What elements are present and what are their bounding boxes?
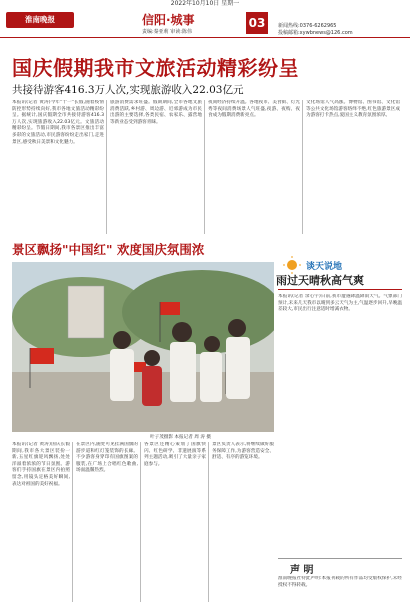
article-2-column-1: 本报讯(记者 黄涛)国庆长假期间,我市各大景区装扮一新,五星红旗迎风飘扬,处处洋溢着浓浓的节日氛围。游客们手持国旗在景区内拍照留念,用镜头定格美好瞬间,表达对祖国的美好祝福。 [12, 442, 70, 487]
newspaper-logo: 淮南晚报 [6, 12, 74, 28]
news-hotline: 新闻热线:0376-6262965 [278, 23, 337, 29]
section-title: 信阳·城事 [142, 13, 195, 27]
column-divider [106, 100, 107, 234]
weather-body: 本报讯(记者 余心宇)日前,我市遭遇降温降雨天气。气象部门预计,未来几天我市以晴到多云天气为主,气温逐步回升,早晚温差较大,市民出行注意适时增减衣物。 [278, 294, 402, 313]
column-divider [302, 100, 303, 234]
weather-column-label: 谈天说地 [306, 262, 343, 272]
page-number: 03 [246, 12, 268, 34]
photo-caption: 叶子茂摄影 本报记者 周 涛 摄 [150, 435, 211, 440]
masthead [0, 8, 410, 38]
photo-people-with-flags [12, 262, 274, 432]
statement-body: 淮南晚报社特此声明:本报刊载的所有作品均受版权保护,未经授权不得转载。 [278, 576, 402, 588]
issue-date: 2022年10月10日 星期一 [170, 0, 240, 7]
article-1-column-4: 文化场馆人气高涨。博物馆、图书馆、文化馆等公共文化场馆游客络绎不绝,红色旅游景区成为游客打卡热点,爱国主义教育氛围浓厚。 [306, 100, 400, 119]
article-1-subheadline: 共接待游客416.3万人次,实现旅游收入22.03亿元 [12, 84, 244, 96]
article-2-column-3: 各景区还精心策划了国旗快闪、红色研学、非遗展演等系列主题活动,吸引了大量亲子家庭参与。 [144, 442, 206, 467]
submission-email: 投稿邮箱:xywbnews@126.com [278, 30, 353, 36]
weather-divider [278, 289, 402, 290]
article-1-column-3: 夜间经济持续升温。各地夜市、美食街、灯光秀等夜间消费场景人气旺盛,夜游、夜购、夜食成为假期消费新亮点。 [208, 100, 300, 119]
article-1-column-2: 旅游消费需求旺盛。假期期间,全市各地文旅消费活跃,乡村游、周边游、近郊游成为市民出游的主要选择,各类民宿、农家乐、露营地等新业态受到游客青睐。 [110, 100, 202, 125]
column-divider [72, 442, 73, 602]
news-photo [12, 262, 274, 432]
column-divider [208, 442, 209, 602]
article-2-column-2: 在景区内,随处可见挂满国旗的游步道和红灯笼装饰的长廊。不少游客身穿印有国旗图案的服装,在广场上合唱红色歌曲,场面温馨热烈。 [76, 442, 138, 474]
column-divider [140, 442, 141, 602]
weather-headline: 雨过天晴秋高气爽 [276, 274, 364, 287]
column-divider [204, 100, 205, 234]
article-2-column-4: 景区负责人表示,将继续做好服务保障工作,为游客营造安全、舒适、有序的游览环境。 [212, 442, 274, 461]
editor-credits: 责编:秦亚莉 审读:陈伟 [142, 29, 192, 35]
statement-title: 声 明 [290, 565, 314, 576]
article-2-headline: 景区飘扬"中国红" 欢度国庆氛围浓 [12, 242, 205, 257]
article-1-headline: 国庆假期我市文旅活动精彩纷呈 [12, 56, 299, 80]
contact-info [278, 23, 353, 37]
statement-divider [278, 558, 402, 559]
article-1-column-1: 本报讯(记者 黄涛)今年"十一"长假,随着疫情防控形势持续向好,我市各地文旅活动精彩纷呈。据统计,国庆假期全市共接待游客416.3万人次,实现旅游收入22.03亿元。文旅活动精彩纷呈。节假日期间,我市各景区推出丰富多彩的文旅活动,市民游客纷纷走出家门,走进景区,感受秋日美景和文化魅力。 [12, 100, 104, 145]
